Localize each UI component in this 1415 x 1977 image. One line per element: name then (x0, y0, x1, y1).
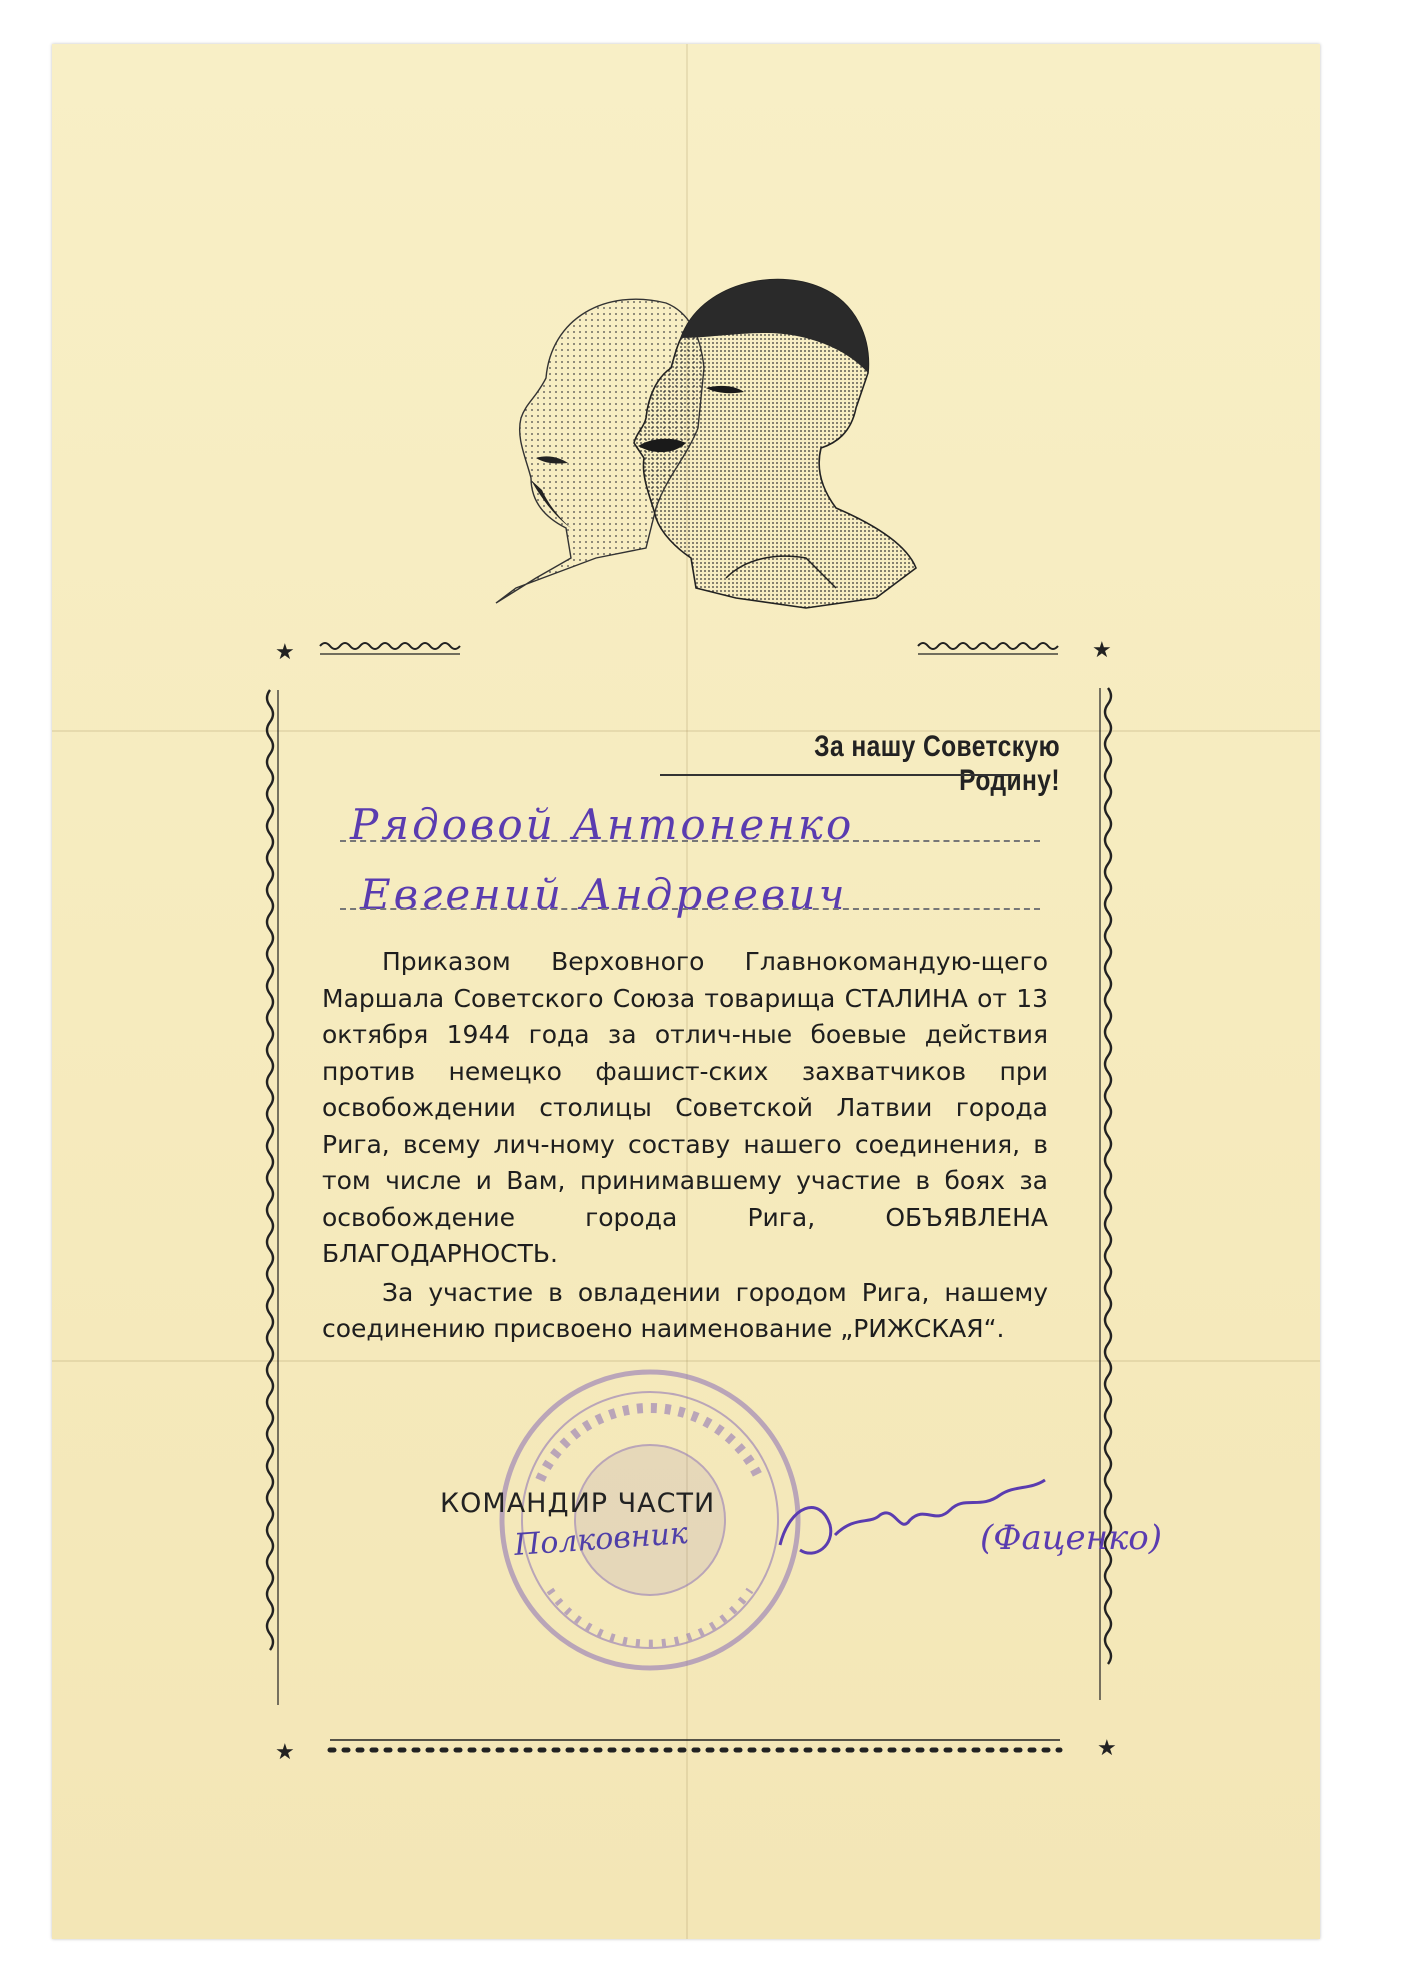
recipient-name-line1: Рядовой Антоненко (350, 800, 855, 849)
motto-heading: За нашу Советскую Родину! (814, 730, 1060, 797)
citation-body (322, 944, 1048, 1348)
star-ornament-icon: ★ (275, 1740, 295, 1765)
fill-in-line (340, 908, 1040, 910)
wavy-divider-icon (918, 643, 1058, 649)
star-ornament-icon: ★ (1097, 1736, 1117, 1761)
star-ornament-icon: ★ (1092, 638, 1112, 663)
citation-paragraph: За участие в овладении городом Рига, нашему соединению присвоено наименование „РИЖСКАЯ“. (322, 1277, 1048, 1343)
motto-underline (660, 774, 1020, 776)
recipient-name-line2: Евгений Андреевич (360, 870, 848, 919)
star-ornament-icon: ★ (275, 640, 295, 665)
commander-name: (Фаценко) (980, 1518, 1163, 1558)
fill-in-line (340, 840, 1040, 842)
citation-paragraph: Приказом Верховного Главнокомандую-щего Маршала Советского Союза товарища СТАЛИНА от 13 октября 1944 года за отлич-ные боевые действия против немецко фашист-ских захватчиков при освобождении столицы Советской Латвии города Рига, всему лич-ному составу нашего соединения, в том числе и Вам, принимавшему участие в боях за освобождение города Рига, ОБЪЯВЛЕНА БЛАГОДАРНОСТЬ. (322, 947, 1048, 1268)
wavy-divider-icon (320, 643, 460, 649)
commander-rank: Полковник (512, 1515, 689, 1564)
commander-title: КОМАНДИР ЧАСТИ (440, 1488, 716, 1519)
